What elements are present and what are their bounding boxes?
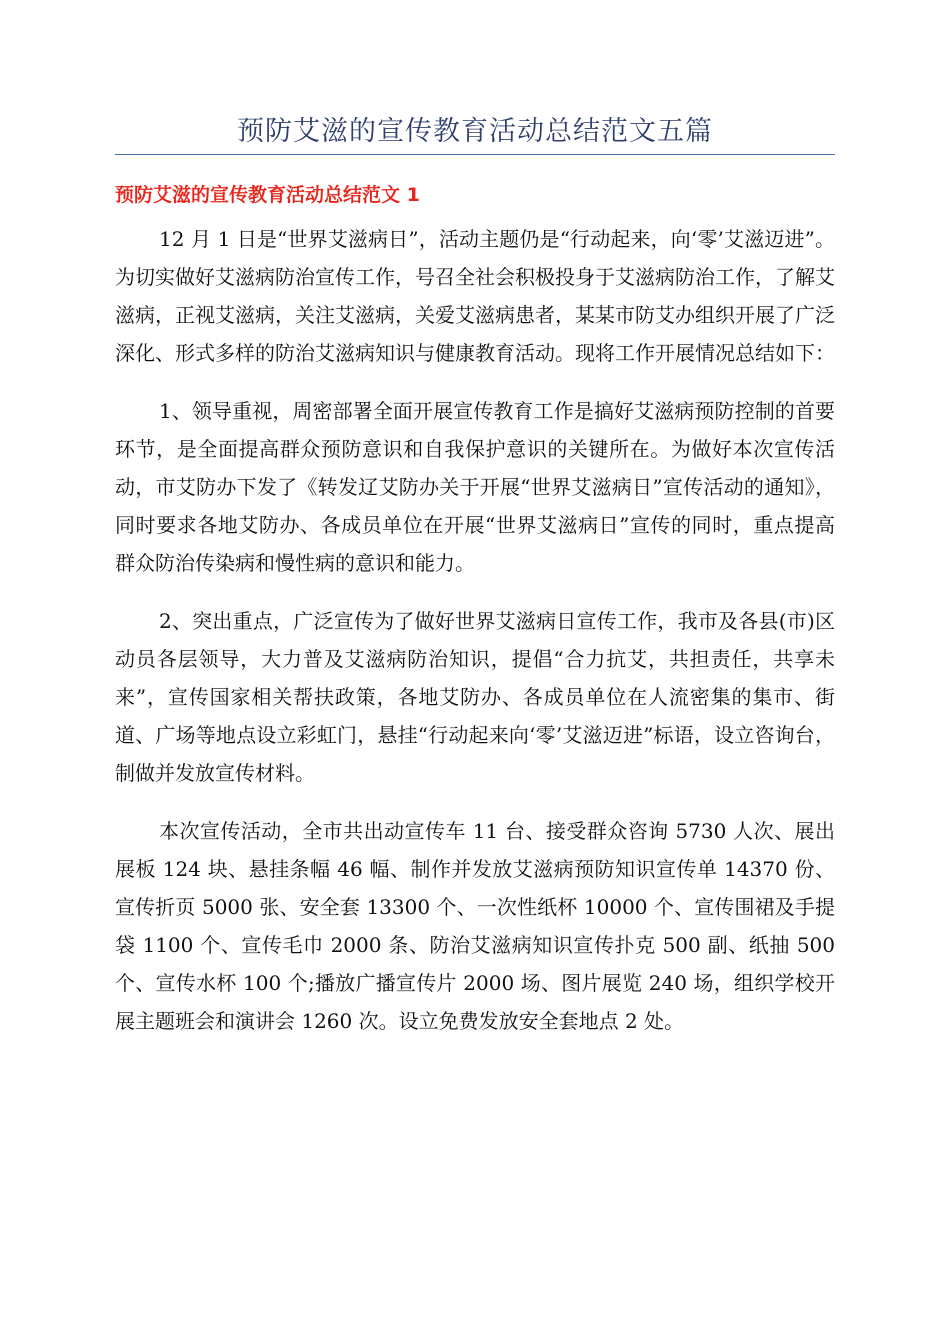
paragraph-publicity: 2、突出重点，广泛宣传为了做好世界艾滋病日宣传工作，我市及各县(市)区动员各层领导，大力普及艾滋病防治知识，提倡“合力抗艾，共担责任，共享未来”，宣传国家相关帮扶政策，各地艾防办、各成员单位在人流密集的集市、街道、广场等地点设立彩虹门，悬挂“行动起来向‘零’艾滋迈进”标语，设立咨询台，制做并发放宣传材料。 bbox=[115, 609, 835, 785]
paragraph-intro: 12 月 1 日是“世界艾滋病日”，活动主题仍是“行动起来，向‘零’艾滋迈进”。为切实做好艾滋病防治宣传工作，号召全社会积极投身于艾滋病防治工作，了解艾滋病，正视艾滋病，关注艾滋病，关爱艾滋病患者，某某市防艾办组织开展了广泛深化、形式多样的防治艾滋病知识与健康教育活动。现将工作开展情况总结如下： bbox=[115, 227, 835, 365]
title-underline bbox=[115, 154, 835, 155]
document-title: 预防艾滋的宣传教育活动总结范文五篇 bbox=[237, 116, 713, 147]
paragraph-statistics: 本次宣传活动，全市共出动宣传车 11 台、接受群众咨询 5730 人次、展出展板 124 块、悬挂条幅 46 幅、制作并发放艾滋病预防知识宣传单 14370 份、宣传折页 5000 张、安全套 13300 个、一次性纸杯 10000 个、宣传围裙及手提袋 1100 个、宣传毛巾 2000 条、防治艾滋病知识宣传扑克 500 副、纸抽 500 个、宣传水杯 100 个;播放广播宣传片 2000 场、图片展览 240 场，组织学校开展主题班会和演讲会 1260 次。设立免费发放安全套地点 2 处。 bbox=[115, 819, 835, 1033]
section-heading: 预防艾滋的宣传教育活动总结范文 1 bbox=[115, 184, 420, 206]
paragraph-leadership: 1、领导重视，周密部署全面开展宣传教育工作是搞好艾滋病预防控制的首要环节，是全面提高群众预防意识和自我保护意识的关键所在。为做好本次宣传活动，市艾防办下发了《转发辽艾防办关于开展“世界艾滋病日”宣传活动的通知》，同时要求各地艾防办、各成员单位在开展“世界艾滋病日”宣传的同时，重点提高群众防治传染病和慢性病的意识和能力。 bbox=[115, 399, 835, 575]
document-body bbox=[115, 220, 835, 1060]
